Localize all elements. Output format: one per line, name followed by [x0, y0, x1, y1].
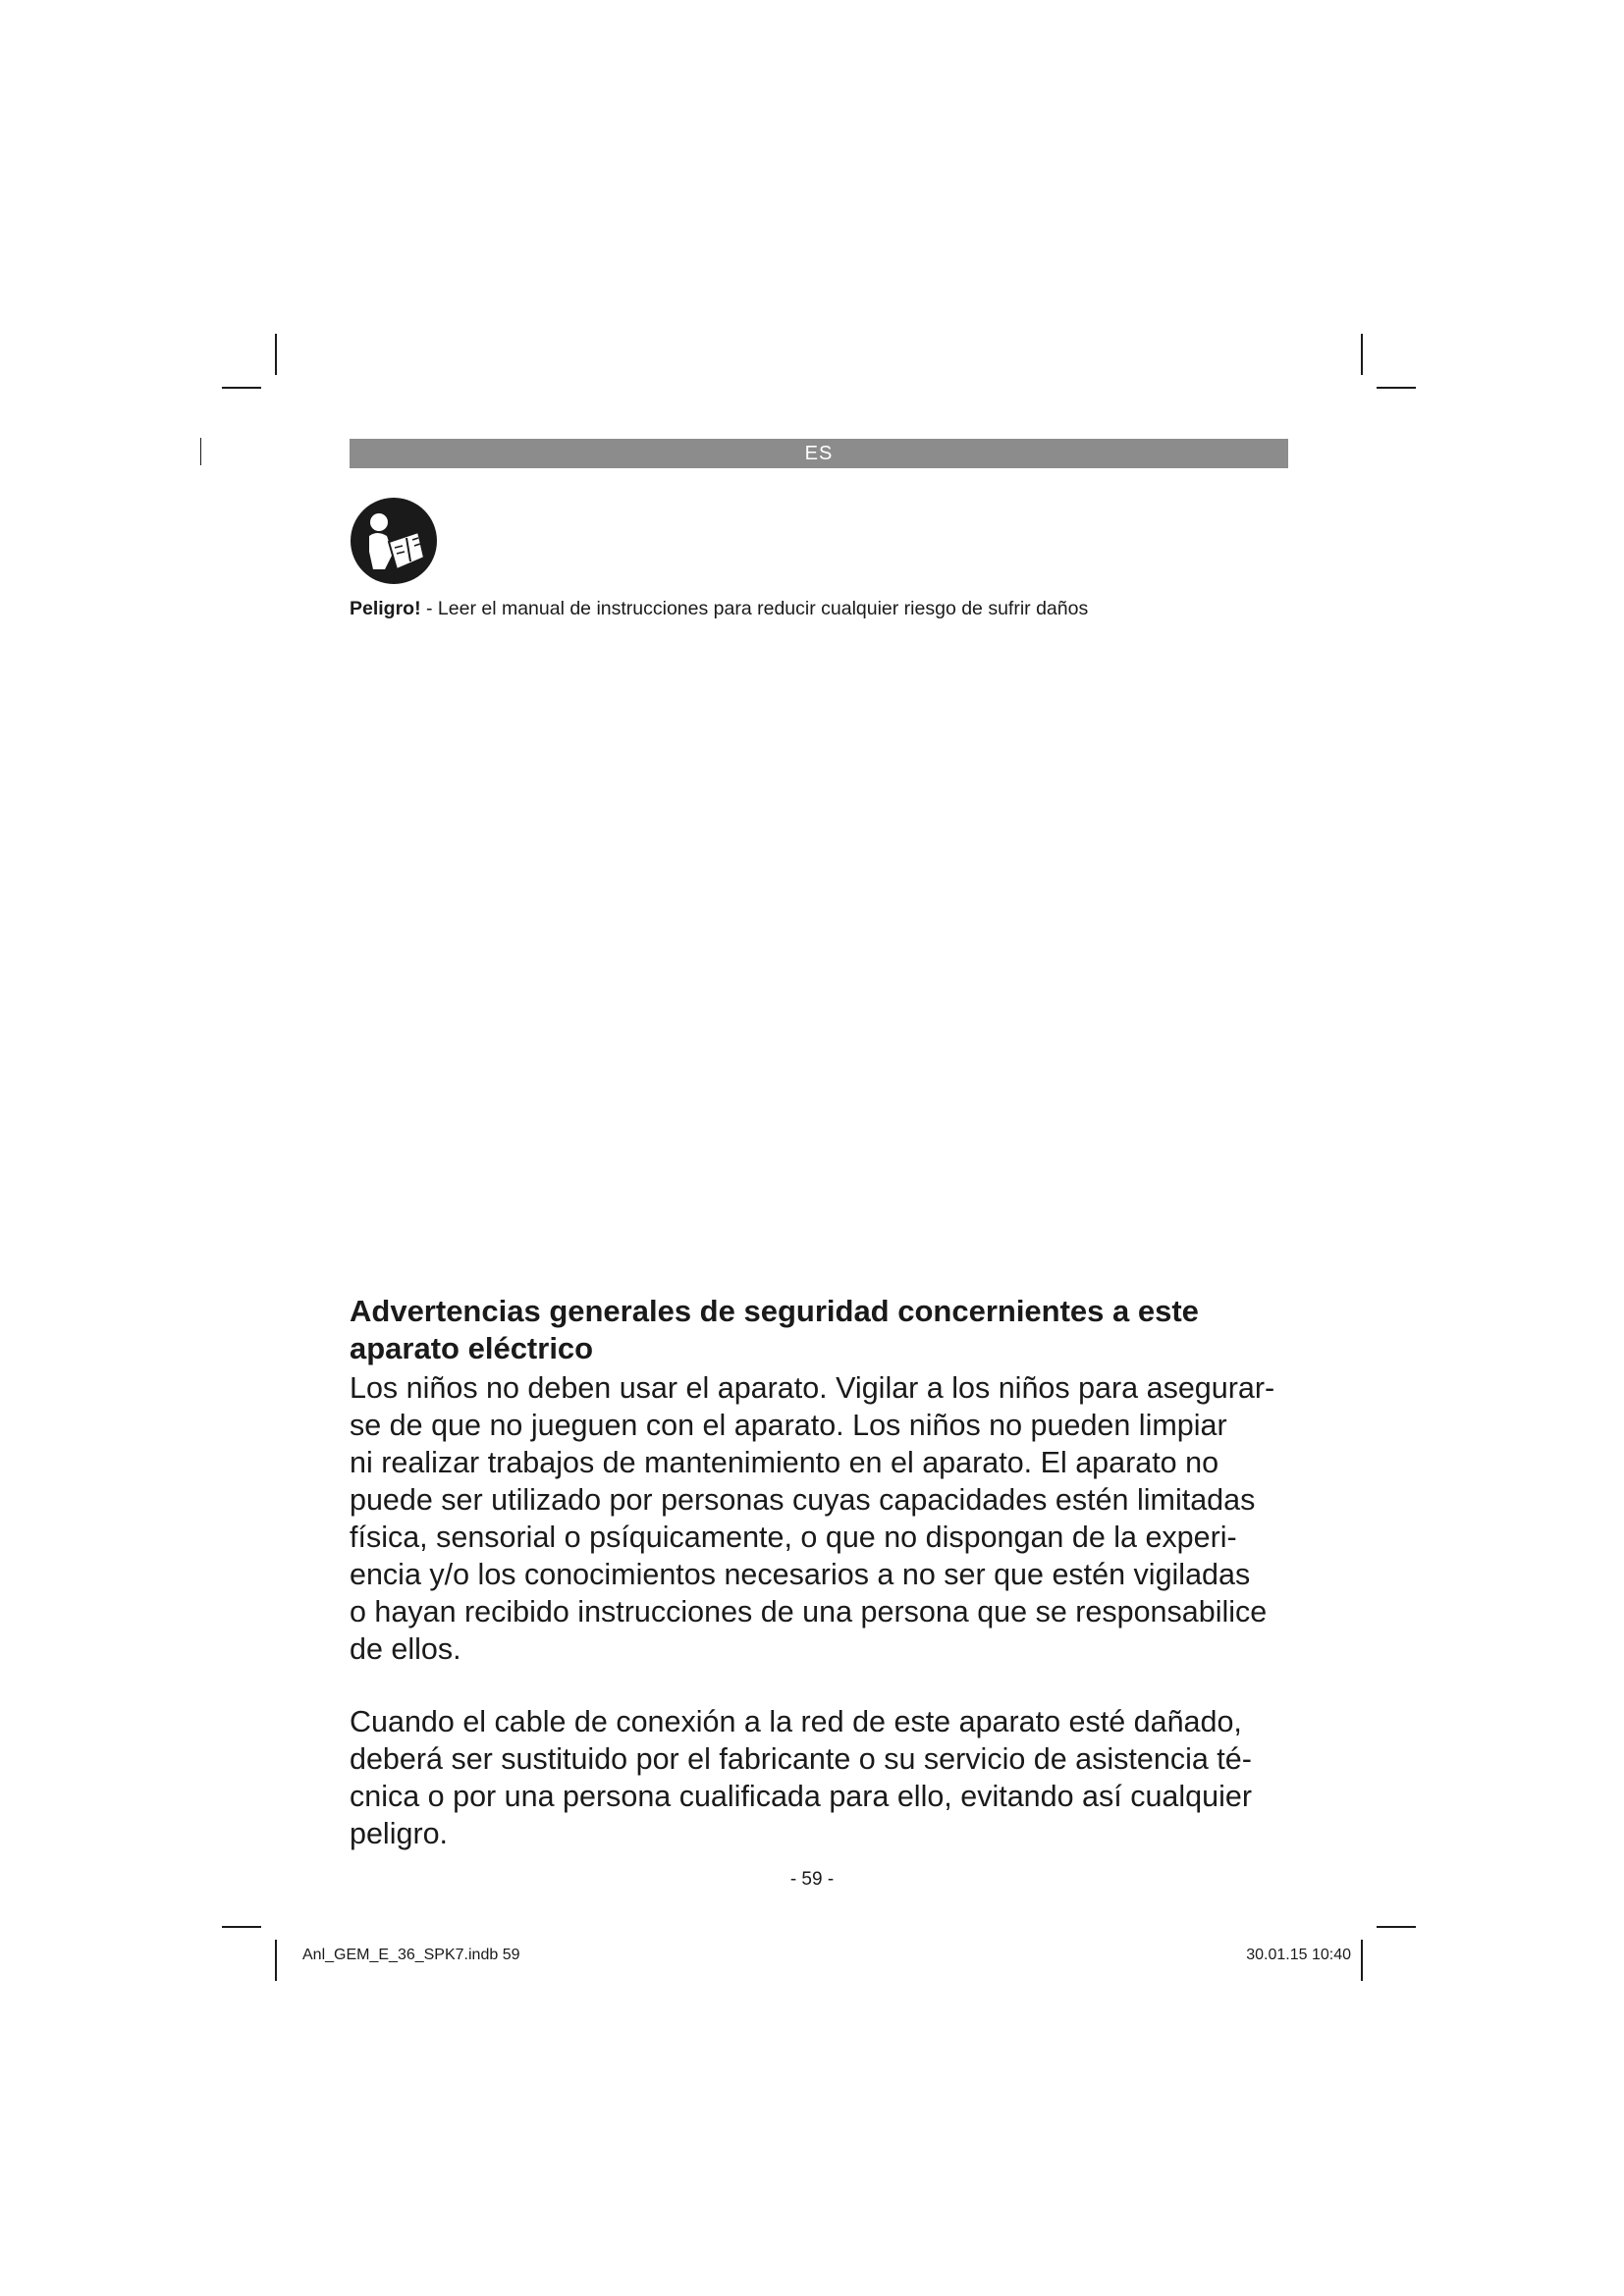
- paragraph-line: o hayan recibido instrucciones de una persona que se responsabilice: [350, 1595, 1268, 1629]
- safety-paragraph-children: [350, 1369, 1292, 1668]
- paragraph-line: ni realizar trabajos de mantenimiento en el aparato. El aparato no: [350, 1446, 1219, 1479]
- crop-mark: [200, 438, 201, 465]
- section-title-line: Advertencias generales de seguridad concernientes a este: [350, 1294, 1199, 1328]
- paragraph-line: Cuando el cable de conexión a la red de este aparato esté dañado,: [350, 1705, 1242, 1738]
- paragraph-line: física, sensorial o psíquicamente, o que no dispongan de la experi-: [350, 1521, 1237, 1554]
- crop-mark: [1361, 334, 1363, 375]
- date-slug: 30.01.15 10:40: [1246, 1947, 1351, 1963]
- warning-label: Peligro!: [350, 598, 421, 619]
- language-code: ES: [804, 443, 834, 464]
- read-manual-icon: [350, 497, 438, 585]
- paragraph-line: encia y/o los conocimientos necesarios a no ser que estén vigiladas: [350, 1558, 1251, 1591]
- crop-mark: [222, 387, 261, 389]
- crop-mark: [222, 1926, 261, 1928]
- safety-paragraph-cable: [350, 1703, 1292, 1852]
- paragraph-line: de ellos.: [350, 1632, 461, 1666]
- crop-mark: [275, 1940, 277, 1981]
- paragraph-line: cnica o por una persona cualificada para ello, evitando así cualquier: [350, 1780, 1252, 1813]
- paragraph-line: Los niños no deben usar el aparato. Vigilar a los niños para asegurar-: [350, 1371, 1275, 1405]
- paragraph-line: puede ser utilizado por personas cuyas capacidades estén limitadas: [350, 1483, 1256, 1517]
- crop-mark: [275, 334, 277, 375]
- language-header: [350, 439, 1288, 468]
- section-title-line: aparato eléctrico: [350, 1331, 594, 1365]
- crop-mark: [1377, 387, 1416, 389]
- warning-description: - Leer el manual de instrucciones para reducir cualquier riesgo de sufrir daños: [420, 598, 1089, 619]
- crop-mark: [1377, 1926, 1416, 1928]
- warning-text: [350, 595, 1331, 622]
- paragraph-line: se de que no jueguen con el aparato. Los niños no pueden limpiar: [350, 1409, 1227, 1442]
- paragraph-line: deberá ser sustituido por el fabricante o su servicio de asistencia té-: [350, 1742, 1252, 1776]
- page-number: - 59 -: [789, 1869, 835, 1890]
- file-slug: Anl_GEM_E_36_SPK7.indb 59: [302, 1947, 520, 1963]
- paragraph-line: peligro.: [350, 1817, 449, 1850]
- crop-mark: [1361, 1940, 1363, 1981]
- section-title: [350, 1293, 1292, 1367]
